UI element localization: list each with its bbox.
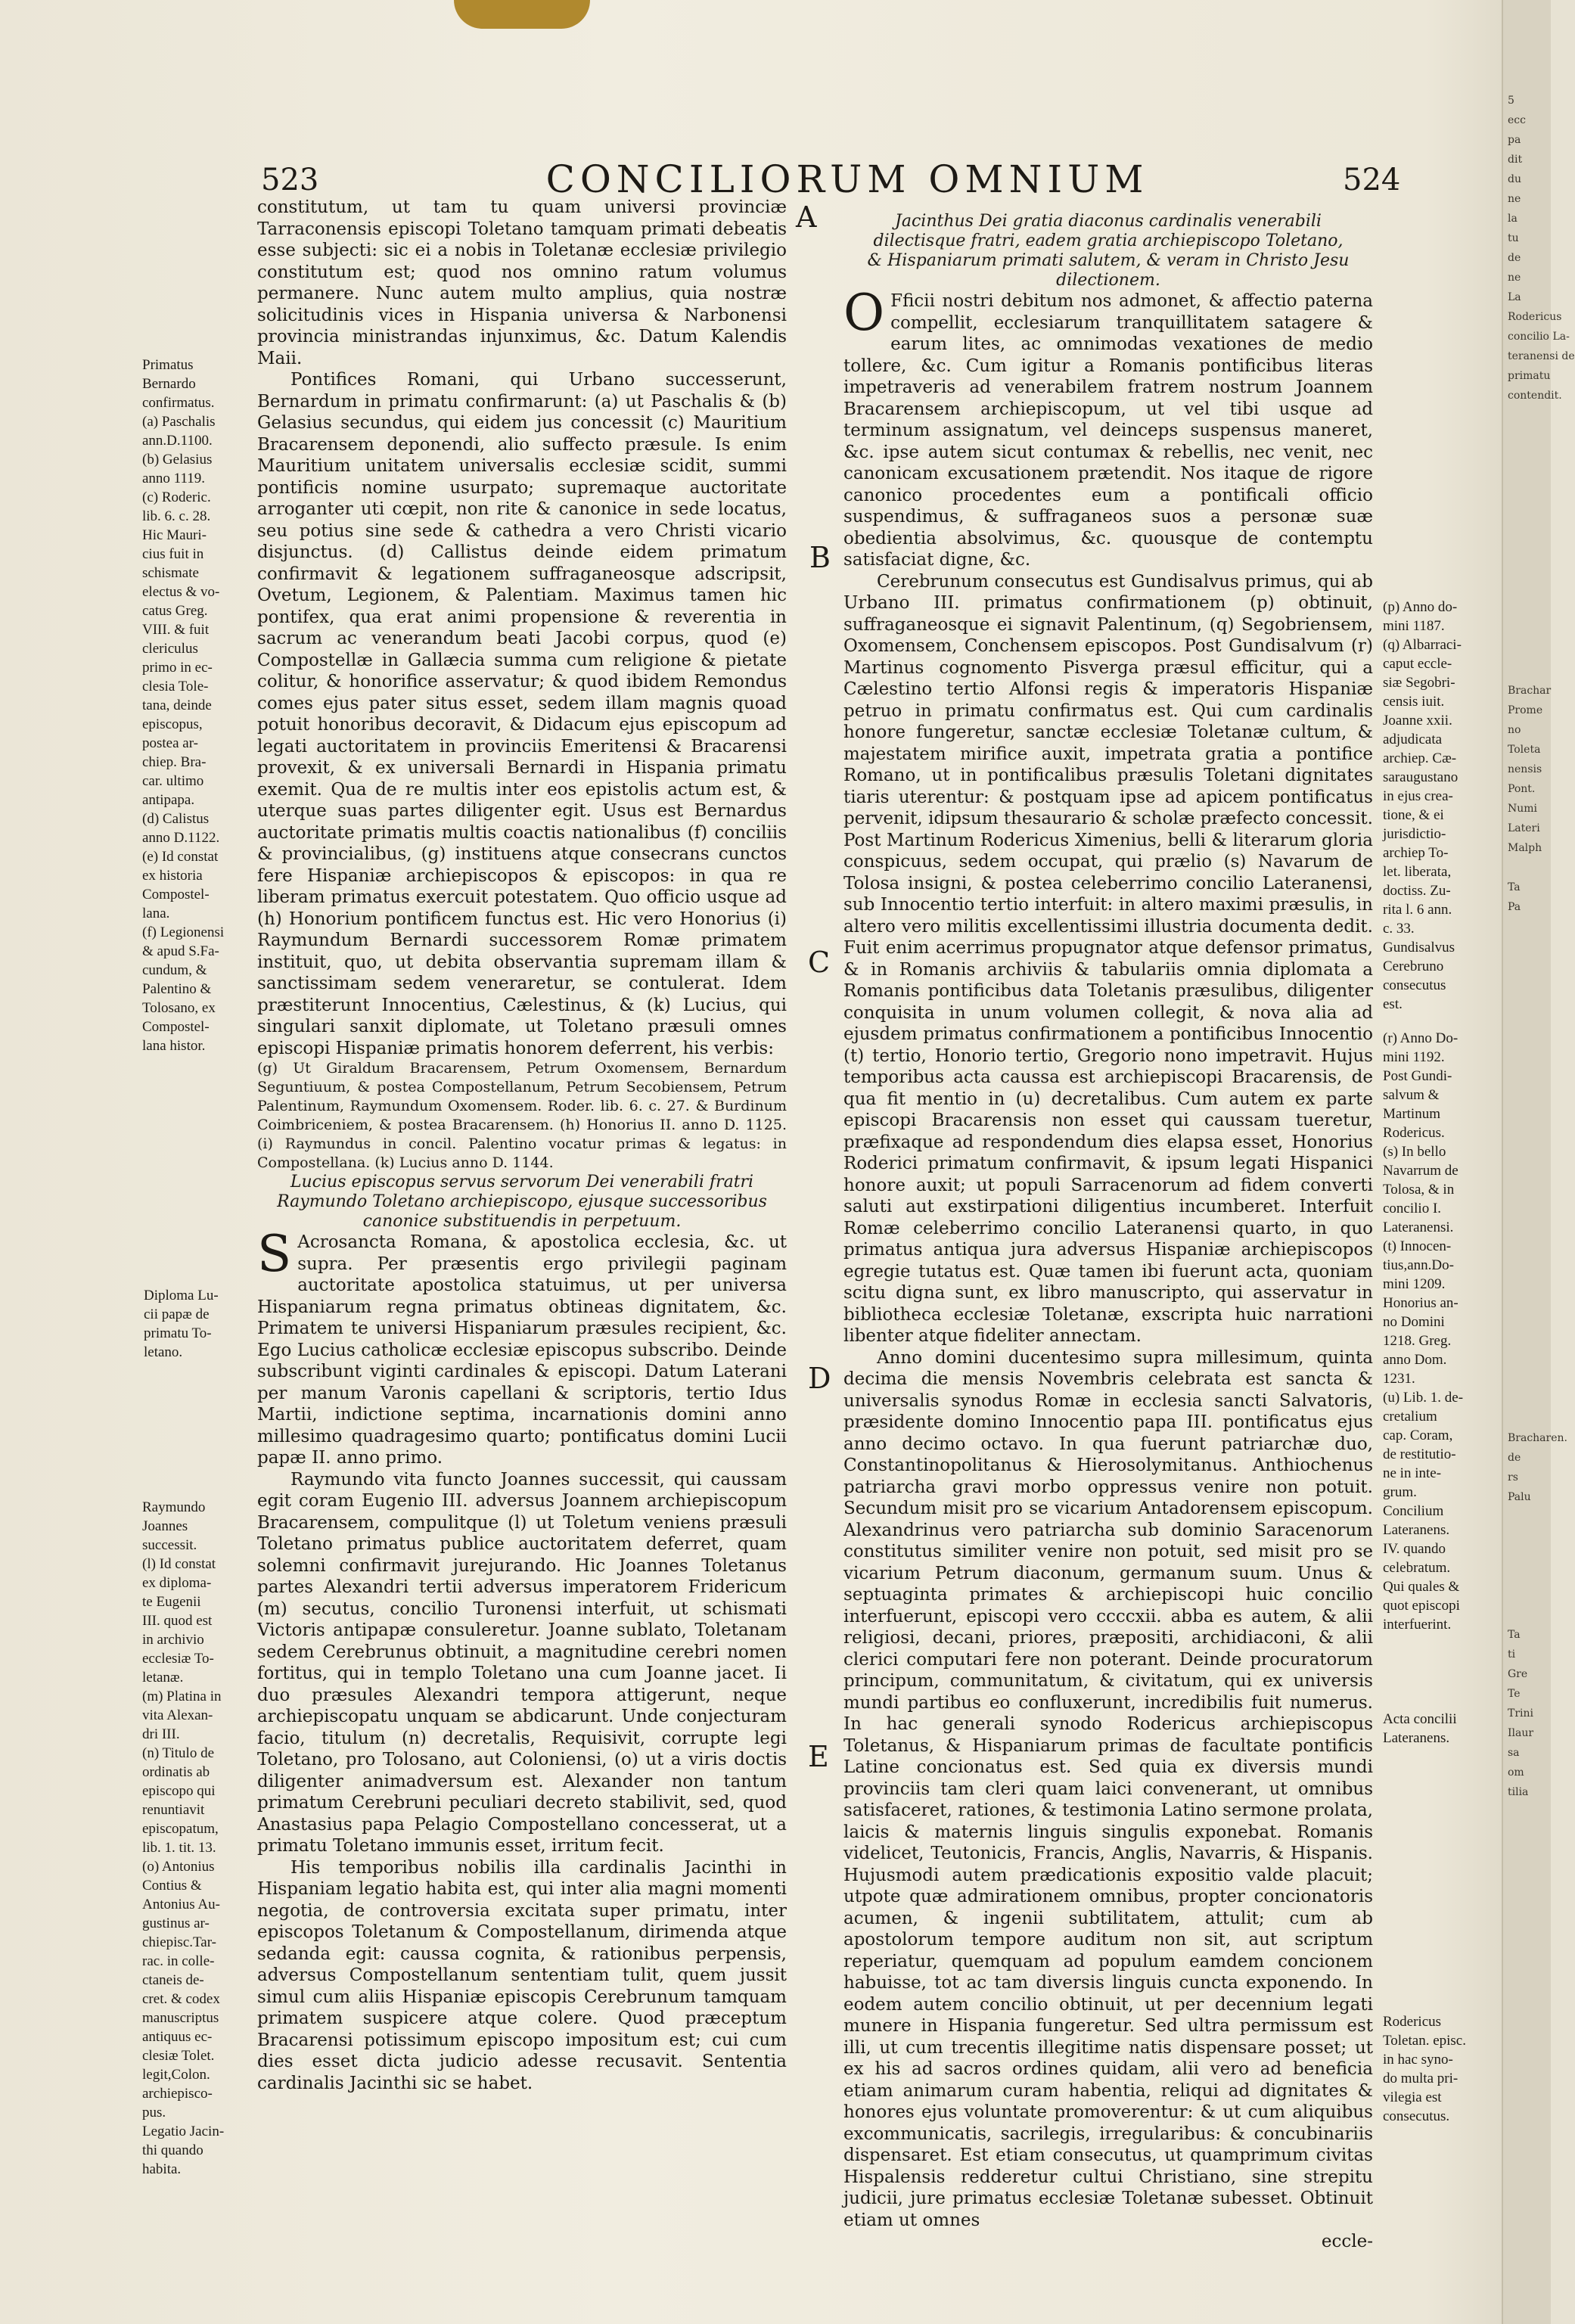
letter-text: Fficii nostri debitum nos admonet, & affectio paterna compellit, ecclesiarum tranquillitatem satagere & earum lites, ac omnimodas vexationes de medio tollere, &c. Cum igitur a Romanis pontificibus literas impetraveris ad venerabilem fratrem nostrum Joannem Bracarensem archiepiscopum, ut vel tibi usque ad terminum assignatum, vel deinceps suspensus maneret, &c. ipse autem sicut contumax & rebellis, nec venit, nec canonicam excusationem prætendit. Nos itaque de rigore canonico procedentes eum a pontificali officio suspendimus, & suffraganeos suos a personæ suæ obedientia absolvimus, &c. quousque de contemptu satisfaciat digne, &c.	[843, 291, 1373, 570]
letter-heading: Jacinthus Dei gratia diaconus cardinalis venerabili dilectisque fratri, eadem gratia archiepiscopo Toletano,	[873, 212, 1344, 250]
right-paragraph: Anno domini ducentesimo supra millesimum, quinta decima die mensis Novembris celebrata est sancta & universalis synodus Romæ in ecclesia sancti Salvatoris, præsidente domino Innocentio papa III. pontificatus ejus anno decimo octavo. In qua fuerunt patriarchæ duo, Constantinopolitanus & Hierosolymitanus. Anthiochenus patriarcha gravi morbo oppressus venire non potuit. Secundum misit pro se vicarium Antadorensem episcopum. Alexandrinus vero patriarcha sub dominio Saracenorum constitutus similiter venire non potuit, sed misit pro se vicarium Petrum diaconum, germanum suum. Unus & septuaginta primates & archiepiscopi huic concilio interfuerunt, episcopi vero ccccxii. abba es autem, & alii religiosi, decani, priores, præpositi, archidiaconi, & alii clerici computari fere non poterant. Deinde procuratorum principum, communitatum, & civitatum, qui ex universis mundi partibus eo confluxerunt, incredibilis fuit numerus. In hac generali synodo Rodericus archiepiscopus Toletanus, & Hispaniarum primas de facultate pontificis Latine concionatus est. Sed quia ex diversis mundi provinciis tam cleri quam laici convenerant, ut omnibus satisfaceret, rationes, & testimonia Latino sermone prolata, laicis & maternis linguis singulis exponebat. Romanis videlicet, Teutonicis, Francis, Anglis, Navarris, & Hispanis. Hujusmodi autem prædicationis expositio valde placuit; utpote quæ admirationem omnibus, propter concionatoris acumen, & ingenii subtilitatem, attulit; cum ab apostolorum tempore auditum non sit, aut scriptum reperiatur, quemquam ad populum eamdem concionem habuisse, tot ac tam diversis linguis cuncta exponendo. In eodem autem concilio obtinuit, ut per decennium legati munere in Hispania fungeretur. Sed ultra permissum est illi, ut cum trecentis illegitime natis dispensare posset; ut ex his ad sacros ordines quidam, alii vero ad beneficia etiam animarum curam habentia, reliqui ad dignitates & honores ejus voluntate promoverentur: & ut cum aliquibus excommunicatis, sacrilegis, irregularibus: & concubinariis dispensaret. Est etiam consecutus, ut quamprimum civitas Hispalensis redderetur cultui Christiano, sine strepitu judicii, jure primatus ecclesiæ Toletanæ subesset. Obtinuit etiam ut omnes	[843, 1347, 1373, 2230]
page-number-right: 524	[1343, 163, 1401, 197]
right-sidenote-acta: Acta concilii Lateranens.	[1383, 1711, 1457, 1746]
right-paragraph: Cerebrunum consecutus est Gundisalvus primus, qui ab Urbano III. primatus confirmationem (p) obtinuit, suffraganeosque ei signavit Palentinum, (q) Segobriensem, Oxomensem, Conchensem episcopos. Post Gundisalvum (r) Martinus cognomento Pisverga præsul efficitur, qui a Cælestino tertio Alfonsi regis & imperatoris Hispaniæ petruo in primatu confirmatus est. Qui cum cardinalis honore fungeretur, sanctæ ecclesiæ Toletanæ cultum, & majestatem mirifice auxit, impetrata gratia a pontifice Romano, ut in pontificalibus præsulis Toletani dignitates tiaris uterentur: & postquam ipse ad apicem pontificatus pervenit, idipsum thesaurario & scholæ præfecto concessit. Post Martinum Rodericus Ximenius, belli & literarum gloria conspicuus, sedem occupat, qui prælio (s) Navarum de Tolosa insigni, & postea celeberrimo concilio Lateranensi, sub Innocentio tertio interfuit: in altero maximi præsulis, in altero vero militis excellentissimi illustria documenta dedit. Fuit enim acerrimus propugnator atque defensor primatus, & in Romanis archiviis & tabulariis omnia diplomata a Romanis pontificibus data Toletanis præsulibus, diligenter conquisita in unum volumen collegit, & nova alia ad ejusdem primatus confirmationem a pontificibus Innocentio (t) tertio, Honorio tertio, Gregorio nono impetravit. Hujus temporibus acta caussa est archiepiscopi Bracarensis, de qua fit mentio in (u) decretalibus. Cum autem ex parte episcopi Bracarensis non esset qui caussam tueretur, præfixaque ad respondendum dies elapsa esset, Honorius Roderici primatum confirmavit, & ipsum legati Hispanici honore auxit; ut populi Sarracenorum ad fidem converti saluti aut exstirpationi diligentius incumberet. Interfuit Romæ celeberrimo concilio Lateranensi quarto, in quo primatus antiqua jura adversus Hispaniæ archiepiscopos egregie tutatus est. Quæ tamen ibi fuerunt acta, quoniam scitu digna sunt, ex libro manuscripto, qui asservatur in bibliotheca ecclesiæ Toletanæ, exscripta huic narrationi libenter atque fideliter annectam.	[843, 571, 1373, 1346]
drop-cap: S	[257, 1225, 292, 1283]
page-number-left: 523	[261, 163, 319, 197]
left-paragraph: constitutum, ut tam tu quam universi provinciæ Tarraconensis episcopi Toletano tamquam primati debeatis esse subjecti: sic ei a nobis in Toletanæ ecclesiæ privilegio constitutum est; quod nos omnino ratum volumus permanere. Nunc autem multo amplius, quia nostræ solicitudinis vices in Hispania universa & Narbonensi provincia ministrandas injunximus, &c. Datum Kalendis Maii.	[257, 197, 787, 368]
right-sidenote-gundisalvus: (p) Anno do- mini 1187. (q) Albarraci- caput eccle- siæ Segobri- censis iuit. Joanne xxii. adjudicata archiep. Cæ- saraugustano in ejus crea- tione, & ei jurisdictio- archiep To- let. liberata, doctiss. Zu- rita l. 6 ann. c. 33. Gundisalvus Cerebruno consecutus est.	[1383, 599, 1462, 1012]
bull-heading-continued: canonice substituendis in perpetuum.	[362, 1212, 682, 1231]
margin-letter-e: E	[808, 1740, 829, 1773]
drop-cap: O	[843, 284, 885, 342]
margin-letter-c: C	[808, 946, 831, 979]
page-tab-marker	[454, 0, 590, 29]
margin-letter-b: B	[809, 541, 831, 574]
bull-heading: Lucius episcopus servus servorum Dei venerabili fratri Raymundo Toletano archiepiscopo, ejusque successoribus	[277, 1173, 767, 1211]
left-sidenote-primatus: Primatus Bernardo confirmatus. (a) Paschalis ann.D.1100. (b) Gelasius anno 1119. (c) Roderic. lib. 6. c. 28. Hic Mauri- cius fuit in schismate electus & vo- catus Greg. VIII. & fuit clericulus primo in ec- clesia Tole- tana, deinde episcopus, postea ar- chiep. Bra- car. ultimo antipapa. (d) Calistus anno D.1122. (e) Id constat ex historia Compostel- lana. (f) Legionensi & apud S.Fa- cundum, & Palentino & Tolosano, ex Compostel- lana histor.	[142, 357, 225, 1054]
margin-letter-d: D	[808, 1362, 831, 1395]
left-paragraph: His temporibus nobilis illa cardinalis Jacinthi in Hispaniam legatio habita est, qui inter alia magni momenti negotia, de controversia excitata super primatu, inter episcopos Toletanum & Compostellanum, dirimenda atque sedanda egit: caussa cognita, & rationibus perpensis, adversus Compostellanum sententiam tulit, quem jussit simul cum aliis Hispaniæ episcopis Cerebrunum tamquam primatem suspicere atque colere. Quod præceptum Bracarensi potissimum episcopo impositum est; cui cum dies esset dicta judicio adesse recusavit. Sententia cardinalis Jacinthi sic se habet.	[257, 1857, 787, 2093]
left-column	[257, 197, 787, 2094]
right-column	[843, 212, 1373, 2253]
edge-text-fragments: 5 ecc pa dit du ne la tu de ne La Rodericus concilio La- teranensi de primatu contendit. Brachar Prome no Toleta nensis Pont. Numi Lateri Malph Ta Pa Bracharen. de rs Palu Ta ti Gre Te Trini Ilaur sa om tilia	[1508, 95, 1575, 1798]
page-title: CONCILIORUM OMNIUM	[545, 157, 1149, 201]
left-paragraph: Pontifices Romani, qui Urbano successerunt, Bernardum in primatu confirmarunt: (a) ut Paschalis & (b) Gelasius secundus, qui eidem jus concessit (c) Mauritium Bracarensem deponendi, alio suffecto præsule. Is enim Mauritium unitatem universalis ecclesiæ scidit, summi pontificis nomine usurpato; supremaque auctoritate arroganter uti cœpit, non rite & canonice in sede locatus, seu potius sine sede & cathedra a vero Christi vicario disjunctus. (d) Callistus deinde eidem primatum confirmavit & legationem suffraganeosque adscripsit, Ovetum, Legionem, & Palentiam. Maximus tamen hic pontifex, qua erat animi propensione & reverentia in sacrum ac venerandum beati Jacobi corpus, quod (e) Compostellæ in Gallæcia summa cum religione & pietate colitur, & honorifice asservatur; & quod ibidem Remondus comes ejus pater situs esset, sedem illam magnis quoad potuit honoribus decoravit, & Didacum ejus episcopum ad legati auctoritatem in provinciis Emeritensi & Bracarensi provexit, & ex universali Bernardi in Hispania primatu exemit. Qua de re multis inter eos epistolis actum est, & uterque suas partes diligenter egit. Usus est Bernardus auctoritate primatis multis coactis nationalibus (f) conciliis & provincialibus, (g) instituens atque consecrans cunctos fere Hispaniæ archiepiscopos & episcopos: in qua re liberam primatus exercuit potestatem. Quo officio usque ad (h) Honorium pontificem functus est. Hic vero Honorius (i) Raymundum Bernardi successorem Romæ primatem instituit, quo, ut debita observantia supremam illam & sanctissimam sedem veneraretur, se contulerat. Idem præstiterunt Innocentius, Cælestinus, & (k) Lucius, qui singulari sanxit diplomate, ut Toletano præsuli omnes episcopi Hispaniæ primatis honorem deferrent, his verbis:	[257, 370, 787, 1058]
left-sidenote-raymundo: Raymundo Joannes successit. (l) Id constat ex diploma- te Eugenii III. quod est in archivio ecclesiæ To- letanæ. (m) Platina in vita Alexan- dri III. (n) Titulo de ordinatis ab episcopo qui renuntiavit episcopatum, lib. 1. tit. 13. (o) Antonius Contius & Antonius Au- gustinus ar- chiepisc.Tar- rac. in colle- ctaneis de- cret. & codex manuscriptus antiquus ec- clesiæ Tolet. legit,Colon. archiepisco- pus. Legatio Jacin- thi quando habita.	[142, 1499, 225, 2177]
left-sidenote-diploma: Diploma Lu- cii papæ de primatu To- letano.	[144, 1288, 219, 1360]
adjacent-page-edge	[1502, 0, 1575, 2324]
footnote-block: (g) Ut Giraldum Bracarensem, Petrum Oxomensem, Bernardum Seguntiuum, & postea Compostellanum, Petrum Secobiensem, Petrum Palentinum, Raymundum Oxomensem. Roder. lib. 6. c. 27. & Burdinum Coimbriceniem, & postea Bracarensem. (h) Honorius II. anno D. 1125. (i) Raymundus in concil. Palentino vocatur primas & legatus: in Compostellana. (k) Lucius anno D. 1144.	[257, 1060, 787, 1171]
right-sidenote-rodericus: (r) Anno Do- mini 1192. Post Gundi- salvum & Martinum Rodericus. (s) In bello Navarrum de Tolosa, & in concilio I. Lateranensi. (t) Innocen- tius,ann.Do- mini 1209. Honorius an- no Domini 1218. Greg. anno Dom. 1231. (u) Lib. 1. de- cretalium cap. Coram, de restitutio- ne in inte- grum. Concilium Lateranens. IV. quando celebratum. Qui quales & quot episcopi interfuerint.	[1383, 1030, 1464, 1633]
catchword: eccle-	[1321, 2232, 1373, 2251]
letter-heading-continued: & Hispaniarum primati salutem, & veram in Christo Jesu dilectionem.	[867, 251, 1350, 290]
left-paragraph: Raymundo vita functo Joannes successit, qui caussam egit coram Eugenio III. adversus Joannem archiepiscopum Bracarensem, compulitque (l) ut Toletum veniens præsuli Toletano primatus publice auctoritatem deferret, quam solemni confirmavit jurejurando. Hic Joannes Toletanus partes Alexandri tertii adversus imperatorem Fridericum (m) secutus, concilio Turonensi interfuit, ut schismati Victoris antipapæ consuleretur. Joanne sublato, Toletanam sedem Cerebrunus obtinuit, a magnitudine cerebri nomen fortitus, qui in templo Toletano una cum Joanne jacet. Ii duo præsules Alexandri tempora attigerunt, neque archiepiscopatu unquam se abdicarunt. Unde conjecturam facio, titulum (n) decretalis, Requisivit, corrupte legi Toletano, pro Tolosano, aut Coloniensi, (o) ut a viris doctis diligenter animadversum est. Alexander non tantum primatum Cerebruni peculiari decreto stabilivit, sed, quod Anastasius papa Pelagio Compostellano concesserat, ut a primatu Toletano immunis esset, irritum fecit.	[257, 1469, 787, 1856]
bull-text: Acrosancta Romana, & apostolica ecclesia, &c. ut supra. Per præsentis ergo privilegii paginam auctoritate apostolica statuimus, ut per universa Hispaniarum regna primatus obtineas dignitatem, &c. Primatem te universi Hispaniarum præsules recipient, &c. Ego Lucius catholicæ ecclesiæ episcopus subscribo. Deinde subscribunt viginti cardinales & episcopi. Datum Laterani per manum Varonis capellani & scriptoris, tertio Idus Martii, indictione septima, incarnationis domini anno millesimo quadragesimo quarto; pontificatus domini Lucii papæ II. anno primo.	[257, 1232, 787, 1468]
right-sidenote-privilegia: Rodericus Toletan. episc. in hac syno- do multa pri- vilegia est consecutus.	[1383, 2014, 1466, 2124]
margin-letter-a: A	[796, 200, 817, 234]
